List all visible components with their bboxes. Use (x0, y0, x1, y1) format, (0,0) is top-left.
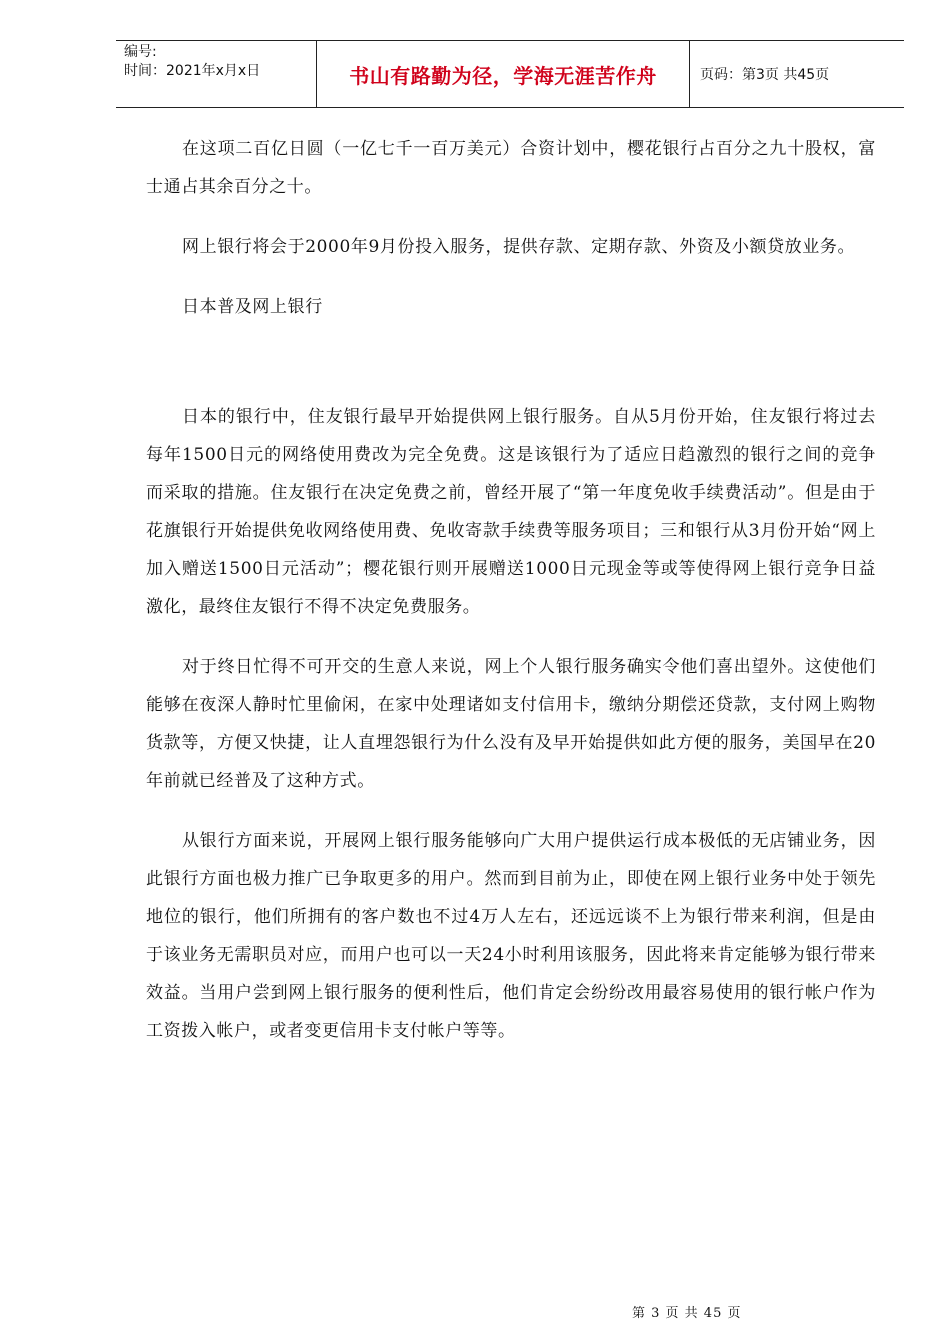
document-body (146, 130, 876, 1050)
paragraph: 在这项二百亿日圆（一亿七千一百万美元）合资计划中，樱花银行占百分之九十股权，富士通占其余百分之十。 (146, 139, 876, 197)
header-meta (116, 41, 316, 107)
serial-number-label: 编号: (124, 44, 157, 60)
paragraph: 从银行方面来说，开展网上银行服务能够向广大用户提供运行成本极低的无店铺业务，因此银行方面也极力推广已争取更多的用户。然而到目前为止，即使在网上银行业务中处于领先地位的银行，他们所拥有的客户数也不过4万人左右，还远远谈不上为银行带来利润，但是由于该业务无需职员对应，而用户也可以一天24小时利用该服务，因此将来肯定能够为银行带来效益。当用户尝到网上银行服务的便利性后，他们肯定会纷纷改用最容易使用的银行帐户作为工资拨入帐户，或者变更信用卡支付帐户等等。 (146, 831, 876, 1041)
header-motto: 书山有路勤为径，学海无涯苦作舟 (316, 41, 690, 107)
paragraph: 日本的银行中，住友银行最早开始提供网上银行服务。自从5月份开始，住友银行将过去每年1500日元的网络使用费改为完全免费。这是该银行为了适应日趋激烈的银行之间的竞争而采取的措施。住友银行在决定免费之前，曾经开展了“第一年度免收手续费活动”。但是由于花旗银行开始提供免收网络使用费、免收寄款手续费等服务项目；三和银行从3月份开始“网上加入赠送1500日元活动”；樱花银行则开展赠送1000日元现金等或等使得网上银行竞争日益激化，最终住友银行不得不决定免费服务。 (146, 407, 876, 617)
page-header (116, 40, 904, 108)
page-footer: 第 3 页 共 45 页 (632, 1306, 742, 1321)
paragraph: 网上银行将会于2000年9月份投入服务，提供存款、定期存款、外资及小额贷放业务。 (182, 237, 856, 257)
paragraph: 对于终日忙得不可开交的生意人来说，网上个人银行服务确实令他们喜出望外。这使他们能够在夜深人静时忙里偷闲，在家中处理诸如支付信用卡，缴纳分期偿还贷款，支付网上购物货款等，方便又快捷，让人直埋怨银行为什么没有及早开始提供如此方便的服务，美国早在20年前就已经普及了这种方式。 (146, 657, 876, 791)
date-label: 时间：2021年x月x日 (124, 63, 261, 79)
header-page-info: 页码：第3页 共45页 (700, 67, 830, 83)
section-heading: 日本普及网上银行 (182, 297, 323, 317)
